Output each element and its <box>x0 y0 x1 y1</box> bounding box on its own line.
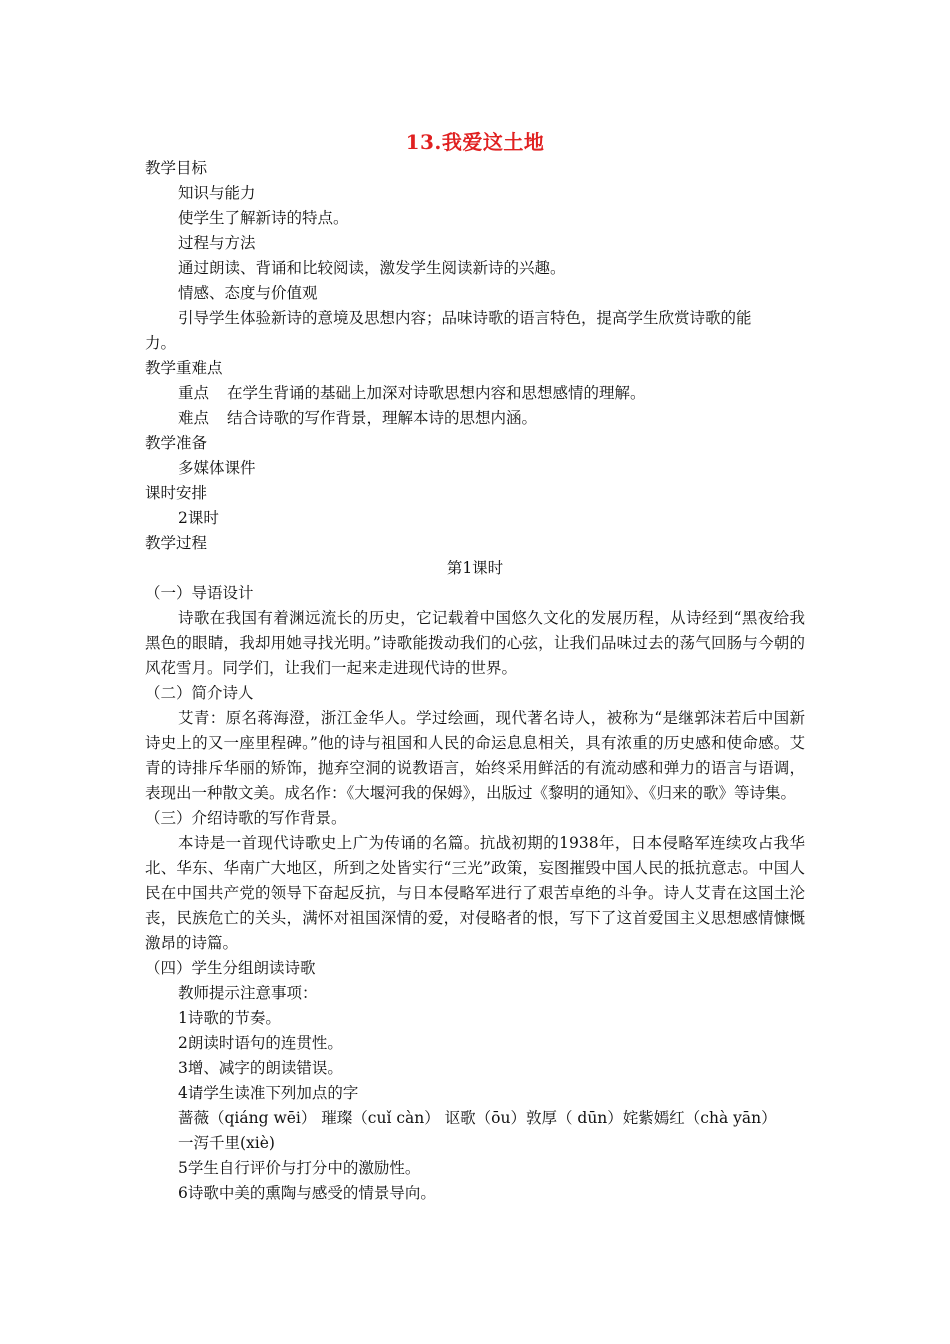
section-heading-preparation: 教学准备 <box>145 434 208 452</box>
subheading-knowledge: 知识与能力 <box>178 184 256 202</box>
text-line: 引导学生体验新诗的意境及思想内容；品味诗歌的语言特色，提高学生欣赏诗歌的能 <box>178 309 752 327</box>
section-heading-process: 教学过程 <box>145 534 208 552</box>
document-body <box>145 156 805 1206</box>
lesson-heading: 第1课时 <box>446 559 504 577</box>
subheading-emotion: 情感、态度与价值观 <box>178 284 318 302</box>
step-heading-background: （三）介绍诗歌的写作背景。 <box>145 809 347 827</box>
step-heading-reading: （四）学生分组朗读诗歌 <box>145 959 316 977</box>
list-item: 4请学生读准下列加点的字 <box>178 1084 359 1102</box>
pronunciation-words: 一泻千里(xiè) <box>178 1134 275 1152</box>
page-title: 13.我爱这土地 <box>405 130 545 154</box>
list-item: 1诗歌的节奏。 <box>178 1009 281 1027</box>
subheading-process: 过程与方法 <box>178 234 256 252</box>
difficult-point-text: 结合诗歌的写作背景，理解本诗的思想内涵。 <box>227 409 538 427</box>
key-point-text: 在学生背诵的基础上加深对诗歌思想内容和思想感情的理解。 <box>227 384 646 402</box>
text-line: 2课时 <box>178 509 219 527</box>
paragraph-background: 本诗是一首现代诗歌史上广为传诵的名篇。抗战初期的1938年，日本侵略军连续攻占我华北、华东、华南广大地区，所到之处皆实行“三光”政策，妄图摧毁中国人民的抵抗意志。中国人民在中国共产党的领导下奋起反抗，与日本侵略军进行了艰苦卓绝的斗争。诗人艾青在这国土沦丧，民族危亡的关头，满怀对祖国深情的爱，对侵略者的恨，写下了这首爱国主义思想感情慷慨激昂的诗篇。 <box>145 834 805 952</box>
step-heading-intro: （一）导语设计 <box>145 584 254 602</box>
paragraph-poet: 艾青：原名蒋海澄，浙江金华人。学过绘画，现代著名诗人，被称为“是继郭沫若后中国新诗史上的又一座里程碑。”他的诗与祖国和人民的命运息息相关，具有浓重的历史感和使命感。艾青的诗排斥华丽的矫饰，抛弃空洞的说教语言，始终采用鲜活的有流动感和弹力的语言与语调，表现出一种散文美。成名作：《大堰河我的保姆》，出版过《黎明的通知》、《归来的歌》等诗集。 <box>145 709 805 802</box>
section-heading-schedule: 课时安排 <box>145 484 208 502</box>
list-item: 3增、减字的朗读错误。 <box>178 1059 343 1077</box>
key-point-line <box>145 381 805 406</box>
section-heading-objectives: 教学目标 <box>145 159 208 177</box>
paragraph-intro: 诗歌在我国有着渊远流长的历史，它记载着中国悠久文化的发展历程，从诗经到“黑夜给我黑色的眼睛，我却用她寻找光明。”诗歌能拨动我们的心弦，让我们品味过去的荡气回肠与今朝的风花雪月。同学们，让我们一起来走进现代诗的世界。 <box>145 609 805 677</box>
text-line: 教师提示注意事项： <box>178 984 318 1002</box>
difficult-point-line <box>145 406 805 431</box>
list-item: 6诗歌中美的熏陶与感受的情景导向。 <box>178 1184 436 1202</box>
list-item: 2朗读时语句的连贯性。 <box>178 1034 343 1052</box>
list-item: 5学生自行评价与打分中的激励性。 <box>178 1159 421 1177</box>
section-heading-key-points: 教学重难点 <box>145 359 223 377</box>
difficult-point-label: 难点 <box>178 409 210 427</box>
key-point-label: 重点 <box>178 384 210 402</box>
text-line: 通过朗读、背诵和比较阅读，激发学生阅读新诗的兴趣。 <box>178 259 566 277</box>
step-heading-poet: （二）简介诗人 <box>145 684 254 702</box>
pronunciation-words: 蔷薇（qiáng wēi） 璀璨（cuǐ càn） 讴歌（ōu）敦厚（ dūn）姹紫嫣红（chà yān） <box>178 1109 777 1127</box>
text-line: 力。 <box>145 334 177 352</box>
text-line: 使学生了解新诗的特点。 <box>178 209 349 227</box>
text-line: 多媒体课件 <box>178 459 256 477</box>
